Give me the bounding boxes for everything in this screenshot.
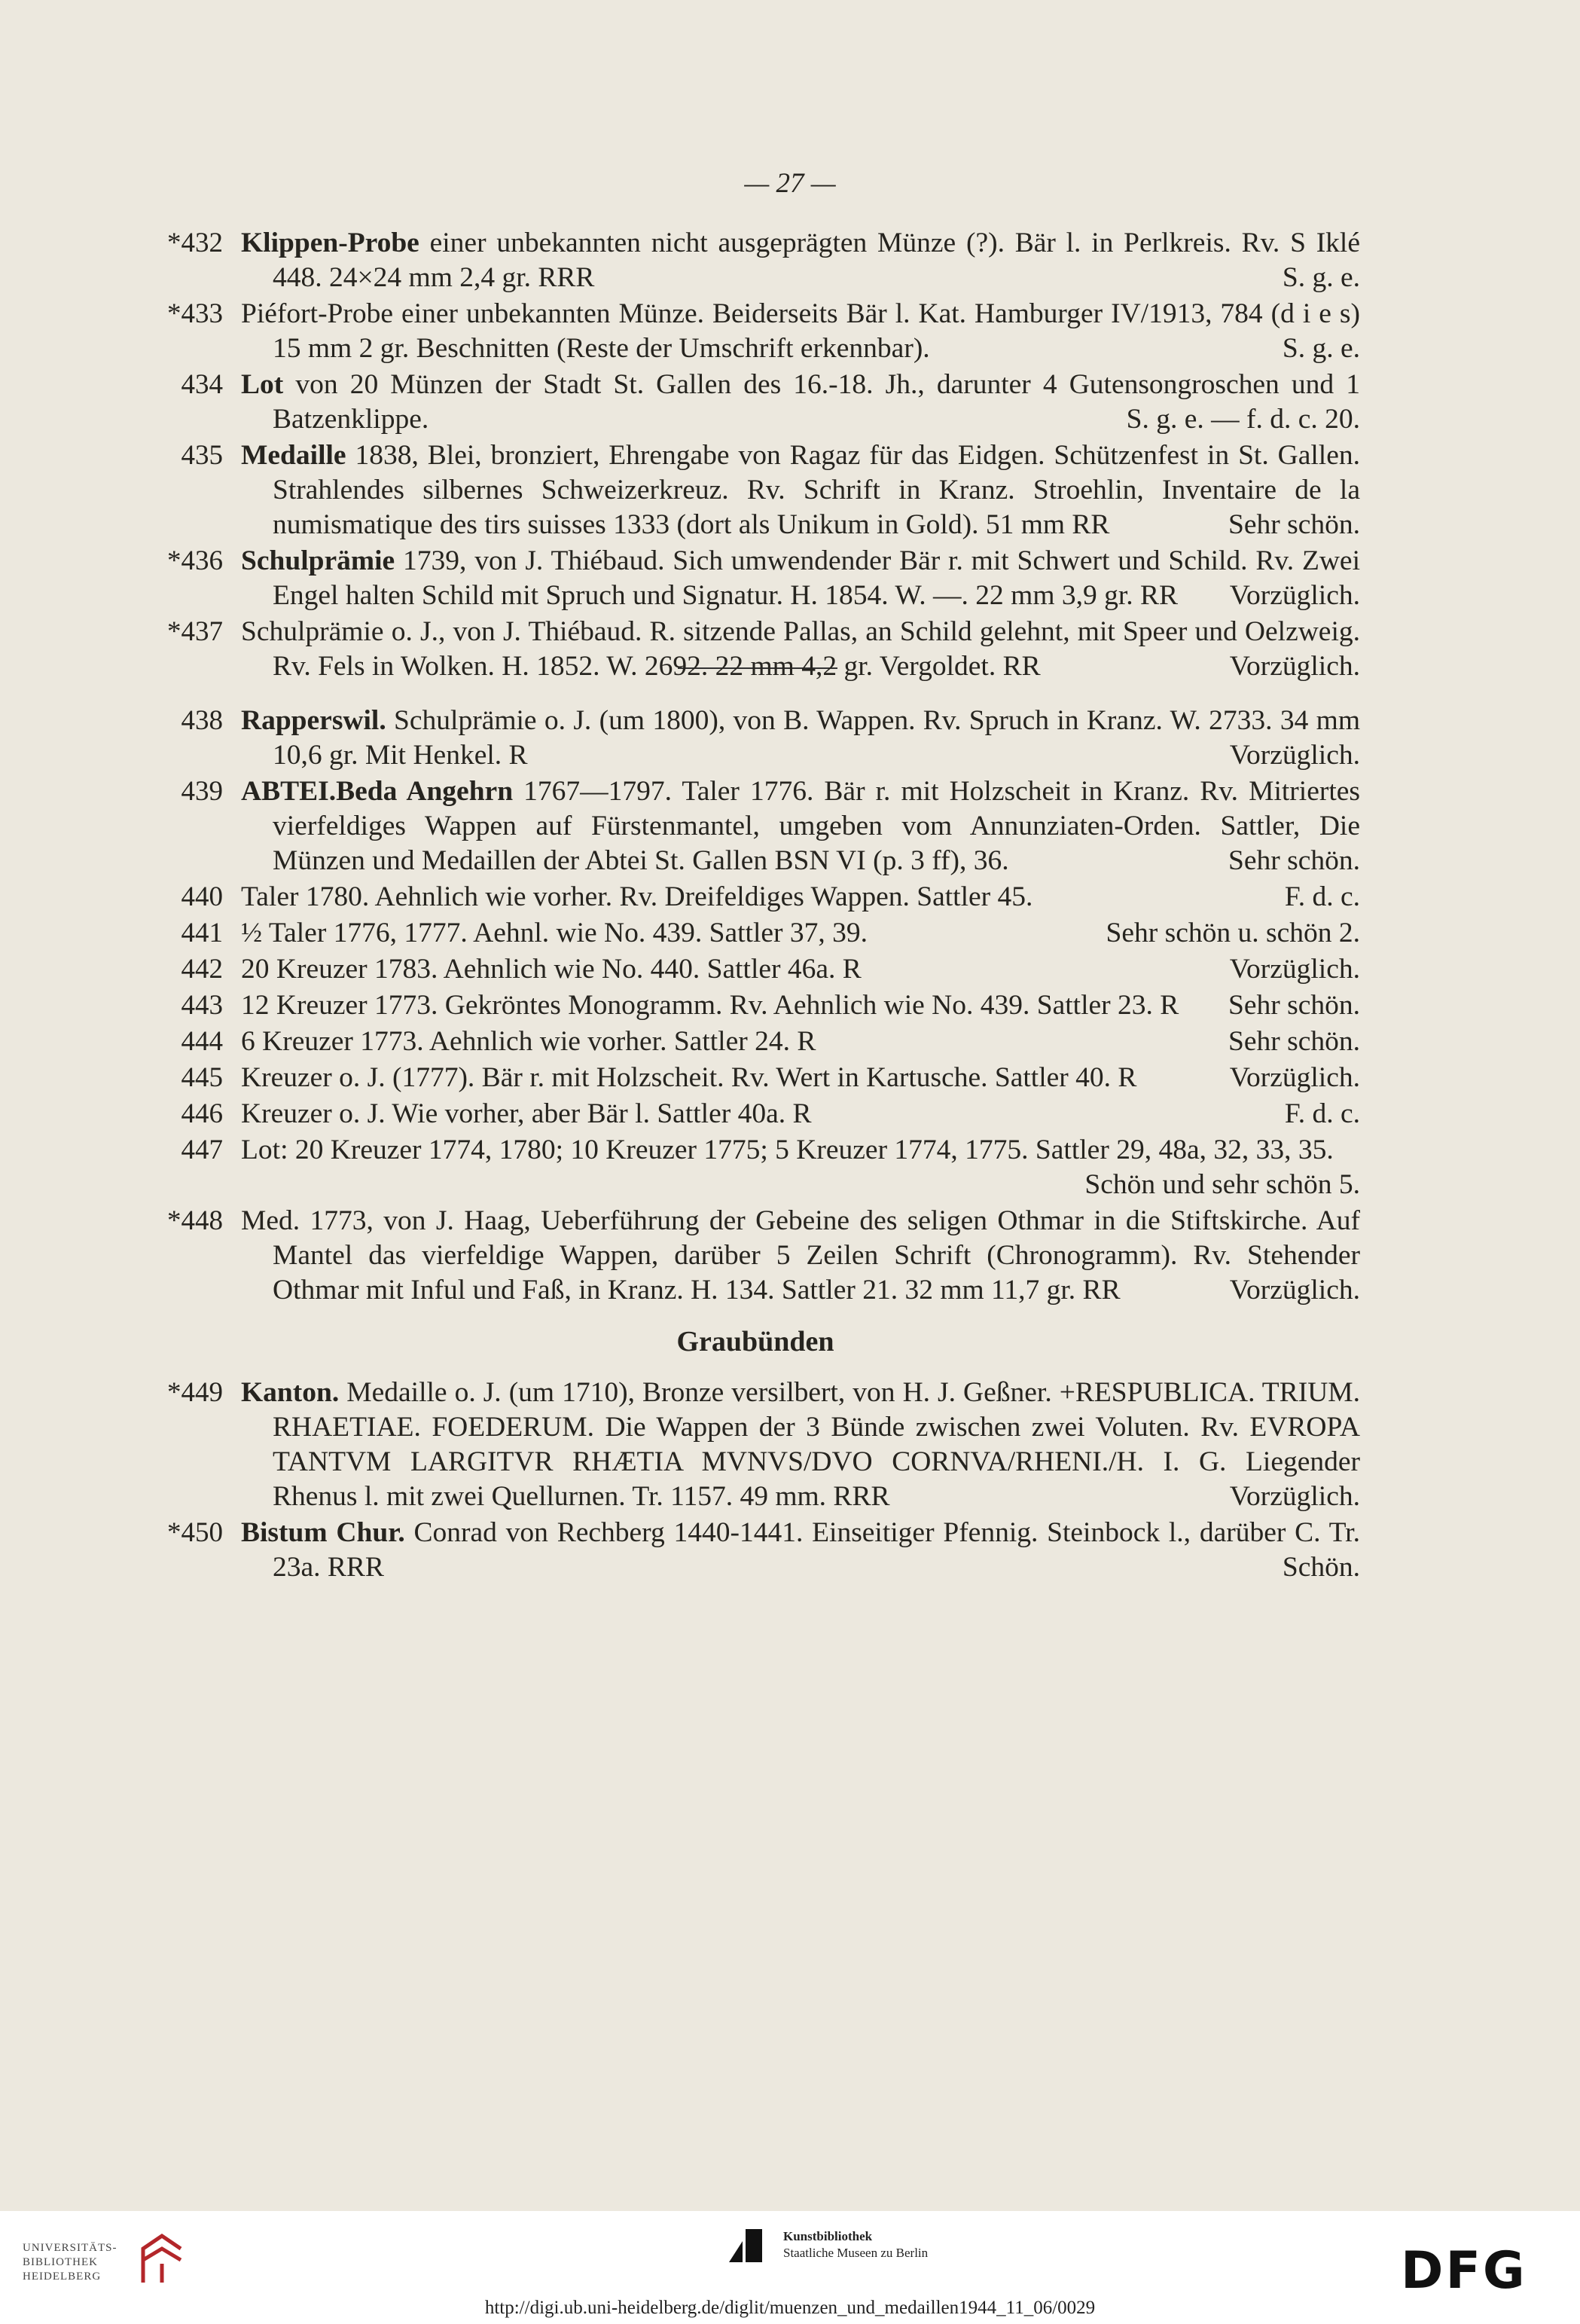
catalog-entry [151,988,1360,1023]
catalog-entry [151,1025,1360,1059]
entry-text: ½ Taler 1776, 1777. Aehnl. wie No. 439. Sattler 37, 39. [241,918,868,948]
entry-number: 447 [181,1135,223,1165]
entry-grade: Sehr schön. [1228,509,1360,540]
entry-text: 12 Kreuzer 1773. Gekröntes Monogramm. Rv. Aehnlich wie No. 439. Sattler 23. R [241,990,1179,1021]
entry-grade: S. g. e. [1282,333,1360,364]
entry-grade: Vorzüglich. [1229,651,1360,682]
entry-body [241,1376,1360,1514]
kb-line-1: Kunstbibliothek [783,2229,873,2243]
entry-grade: Vorzüglich. [1229,1275,1360,1306]
entry-text: Schulprämie o. J., von J. Thiébaud. R. sitzende Pallas, an Schild gelehnt, mit Speer und Oelzweig. Rv. Fels in Wolken. H. 1852. W. 2692. 22 mm 4,2 gr. Vergoldet. RR [241,616,1360,682]
entry-text: 1767—1797. Taler 1776. Bär r. mit Holzscheit in Kranz. Rv. Mitriertes vierfeldiges Wappen auf Fürstenmantel, umgeben vom Annunziaten-Orden. Sattler, Die Münzen und Medaillen der Abtei St. Gallen BSN VI (p. 3 ff), 36. [273,776,1360,876]
entry-grade: Schön und sehr schön 5. [1084,1169,1360,1200]
entry-text-wrap [241,704,1360,773]
entry-text-wrap [241,952,1360,987]
kunstbibliothek-logo-icon [723,2225,768,2270]
kunstbibliothek-text [783,2228,928,2261]
entry-number: 443 [181,990,223,1021]
entry-body [241,438,1360,542]
catalog-entry [151,226,1360,295]
catalog-entry [151,615,1360,684]
entry-heading: Medaille [241,440,346,471]
entry-number: *437 [167,616,223,647]
catalog-entry [151,1133,1360,1202]
entry-text: Kreuzer o. J. (1777). Bär r. mit Holzscheit. Rv. Wert in Kartusche. Sattler 40. R [241,1062,1137,1093]
entry-number: *433 [167,298,223,329]
uni-heidelberg-logo-icon [136,2230,188,2286]
entry-heading: Klippen-Probe [241,228,419,258]
uni-line-3: HEIDELBERG [23,2271,102,2283]
uni-line-1: UNIVERSITÄTS- [23,2242,117,2254]
entry-text-wrap [241,615,1360,684]
entry-heading: Rapperswil. [241,705,386,736]
entry-body [241,880,1360,915]
catalog-entry [151,1061,1360,1095]
entry-text: von 20 Münzen der Stadt St. Gallen des 16.-18. Jh., darunter 4 Gutensongroschen und 1 Batzenklippe. [273,369,1360,435]
entry-grade: Vorzüglich. [1229,1062,1360,1093]
entry-text-wrap [241,880,1360,915]
entry-body [241,1097,1360,1131]
entry-body [241,615,1360,684]
entry-number: *450 [167,1517,223,1548]
entries-list [151,226,1360,1586]
entry-text-wrap [241,1097,1360,1131]
entry-text: Schulprämie o. J. (um 1800), von B. Wappen. Rv. Spruch in Kranz. W. 2733. 34 mm 10,6 gr. Mit Henkel. R [273,705,1360,771]
entry-number: 441 [181,918,223,948]
page-url-link[interactable]: http://digi.ub.uni-heidelberg.de/diglit/muenzen_und_medaillen1944_11_06/0029 [484,2298,1096,2318]
entry-text: Conrad von Rechberg 1440-1441. Einseitiger Pfennig. Steinbock l., darüber C. Tr. 23a. RRR [273,1517,1360,1583]
entry-grade: Sehr schön. [1228,1026,1360,1057]
entry-heading: ABTEI.Beda Angehrn [241,776,514,807]
entry-text: Medaille o. J. (um 1710), Bronze versilbert, von H. J. Geßner. +RESPUBLICA. TRIUM. RHAETIAE. FOEDERUM. Die Wappen der 3 Bünde zwischen zwei Voluten. Rv. EVROPA TANTVM LARGITVR RHÆTIA MVNVS/DVO CORNVA/RHENI./H. I. G. Liegender Rhenus l. mit zwei Quellurnen. Tr. 1157. 49 mm. RRR [273,1377,1360,1512]
entries-group-2 [151,704,1360,1308]
entry-text: 6 Kreuzer 1773. Aehnlich wie vorher. Sattler 24. R [241,1026,816,1057]
entry-number: *432 [167,228,223,258]
entry-text: Taler 1780. Aehnlich wie vorher. Rv. Dreifeldiges Wappen. Sattler 45. [241,881,1033,912]
entry-text: Piéfort-Probe einer unbekannten Münze. Beiderseits Bär l. Kat. Hamburger IV/1913, 784 (d i e s) 15 mm 2 gr. Beschnitten (Reste der Umschrift erkennbar). [241,298,1360,364]
entry-text-wrap [241,1025,1360,1059]
entry-body [241,368,1360,437]
entry-grade: Vorzüglich. [1229,740,1360,771]
entry-number: 435 [181,440,223,471]
entry-text: Med. 1773, von J. Haag, Ueberführung der Gebeine des seligen Othmar in die Stiftskirche. Auf Mantel das vierfeldige Wappen, darüber 5 Zeilen Schrift (Chronogramm). Rv. Stehender Othmar mit Inful und Faß, in Kranz. H. 134. Sattler 21. 32 mm 11,7 gr. RR [241,1205,1360,1306]
entry-text-wrap [241,1516,1360,1585]
entry-text-wrap [241,916,1360,951]
entry-text-wrap [241,1204,1360,1308]
entry-text: 1739, von J. Thiébaud. Sich umwendender Bär r. mit Schwert und Schild. Rv. Zwei Engel halten Schild mit Spruch und Signatur. H. 1854. W. —. 22 mm 3,9 gr. RR [273,545,1360,611]
entry-number: 444 [181,1026,223,1057]
entry-grade: Schön. [1282,1552,1360,1583]
entry-number: 434 [181,369,223,400]
entry-body [241,988,1360,1023]
uni-heidelberg-logo-text [23,2241,117,2284]
entry-number: 440 [181,881,223,912]
entry-number: *436 [167,545,223,576]
entry-text-wrap [241,438,1360,542]
kb-line-2: Staatliche Museen zu Berlin [783,2246,929,2260]
entry-grade: Sehr schön. [1228,990,1360,1021]
entry-grade: Sehr schön. [1228,845,1360,876]
entry-heading: Bistum Chur. [241,1517,405,1548]
entry-body [241,226,1360,295]
entry-text: Kreuzer o. J. Wie vorher, aber Bär l. Sattler 40a. R [241,1098,812,1129]
entry-body [241,1025,1360,1059]
entry-heading: Schulprämie [241,545,395,576]
entry-text: 1838, Blei, bronziert, Ehrengabe von Ragaz für das Eidgen. Schützenfest in St. Gallen. Strahlendes silbernes Schweizerkreuz. Rv. Schrift in Kranz. Stroehlin, Inventaire de la numismatique des tirs suisses 1333 (dort als Unikum in Gold). 51 mm RR [273,440,1360,540]
catalog-entry [151,1376,1360,1514]
section-title: Graubünden [676,1326,834,1357]
entry-body [241,774,1360,878]
entry-grade: F. d. c. [1284,881,1360,912]
entry-number: *449 [167,1377,223,1408]
catalog-entry [151,438,1360,542]
entry-body [241,704,1360,773]
entry-heading: Kanton. [241,1377,340,1408]
entry-body [241,1061,1360,1095]
entries-group-3 [151,1376,1360,1585]
entry-grade: Vorzüglich. [1229,954,1360,985]
uni-line-2: BIBLIOTHEK [23,2256,98,2268]
entries-group-1 [151,226,1360,684]
entry-text-wrap [241,544,1360,613]
catalog-entry [151,544,1360,613]
entry-number: 439 [181,776,223,807]
entry-grade: F. d. c. [1284,1098,1360,1129]
catalog-entry [151,916,1360,951]
entry-text-wrap [241,368,1360,437]
catalog-entry [151,1204,1360,1308]
entry-text-wrap [241,988,1360,1023]
entry-heading: Lot [241,369,284,400]
entry-body [241,297,1360,366]
entry-body [241,916,1360,951]
entry-body [241,1516,1360,1585]
entry-grade: S. g. e. [1282,262,1360,293]
entry-text: einer unbekannten nicht ausgeprägten Münze (?). Bär l. in Perlkreis. Rv. S Iklé 448. 24×24 mm 2,4 gr. RRR [273,228,1360,293]
entry-text-wrap [241,1061,1360,1095]
dfg-logo: DFG [1401,2241,1527,2301]
catalog-entry [151,297,1360,366]
entry-text: 20 Kreuzer 1783. Aehnlich wie No. 440. Sattler 46a. R [241,954,862,985]
entry-number: 442 [181,954,223,985]
catalog-entry [151,368,1360,437]
catalog-entry [151,880,1360,915]
page-number: — 27 — [744,168,836,199]
entry-text-wrap [241,774,1360,878]
entry-grade: Vorzüglich. [1229,580,1360,611]
entry-text: Lot: 20 Kreuzer 1774, 1780; 10 Kreuzer 1775; 5 Kreuzer 1774, 1775. Sattler 29, 48a, 32, 33, 35. [241,1135,1334,1165]
entry-text-wrap [241,1376,1360,1514]
entry-number: 438 [181,705,223,736]
catalog-entry [151,704,1360,773]
entry-number: 446 [181,1098,223,1129]
entry-number: *448 [167,1205,223,1236]
entry-body [241,1133,1360,1202]
catalog-entry [151,774,1360,878]
entry-text-wrap [241,297,1360,366]
entry-body [241,952,1360,987]
entry-grade: Vorzüglich. [1229,1481,1360,1512]
catalog-entry [151,1516,1360,1585]
entry-grade: S. g. e. — f. d. c. 20. [1126,404,1360,435]
entry-number: 445 [181,1062,223,1093]
entry-body [241,1204,1360,1308]
entry-text-wrap [241,226,1360,295]
entry-body [241,544,1360,613]
entry-text-wrap [241,1133,1360,1200]
entry-grade: Sehr schön u. schön 2. [1106,918,1360,948]
catalog-entry [151,952,1360,987]
catalog-entry [151,1097,1360,1131]
